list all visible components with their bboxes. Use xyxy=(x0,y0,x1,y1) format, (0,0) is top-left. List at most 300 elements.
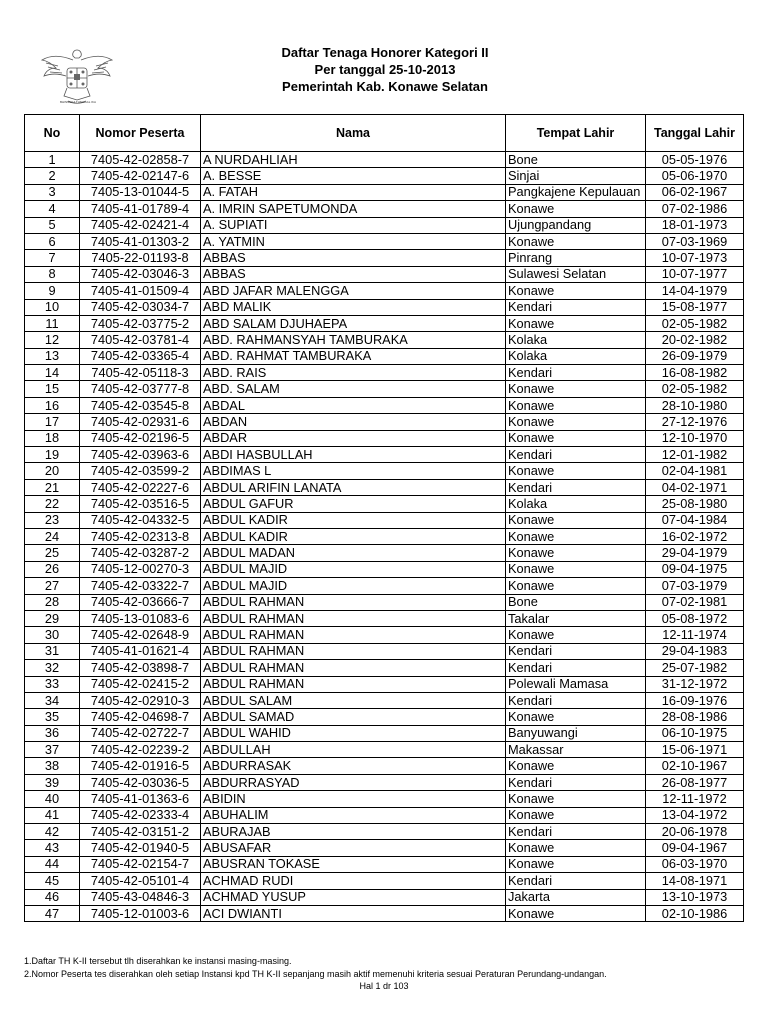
cell-nama: ABDUL RAHMAN xyxy=(201,594,506,610)
cell-no: 27 xyxy=(25,578,80,594)
cell-nomor-peserta: 7405-41-01363-6 xyxy=(80,791,201,807)
cell-no: 26 xyxy=(25,561,80,577)
cell-tempat-lahir: Kendari xyxy=(506,299,646,315)
cell-tanggal-lahir: 12-11-1972 xyxy=(646,791,744,807)
cell-nama: ABDUL RAHMAN xyxy=(201,643,506,659)
cell-no: 8 xyxy=(25,266,80,282)
cell-no: 37 xyxy=(25,742,80,758)
table-row xyxy=(25,791,744,807)
cell-nomor-peserta: 7405-42-03516-5 xyxy=(80,496,201,512)
cell-no: 6 xyxy=(25,233,80,249)
cell-tempat-lahir: Kolaka xyxy=(506,348,646,364)
cell-tempat-lahir: Konawe xyxy=(506,201,646,217)
document-title: Daftar Tenaga Honorer Kategori II xyxy=(281,45,489,60)
cell-no: 46 xyxy=(25,889,80,905)
cell-tempat-lahir: Sinjai xyxy=(506,168,646,184)
cell-nama: ABD. RAHMANSYAH TAMBURAKA xyxy=(201,332,506,348)
cell-tanggal-lahir: 13-10-1973 xyxy=(646,889,744,905)
cell-no: 22 xyxy=(25,496,80,512)
cell-no: 3 xyxy=(25,184,80,200)
document-header xyxy=(160,44,610,95)
cell-tempat-lahir: Kendari xyxy=(506,774,646,790)
cell-tanggal-lahir: 06-10-1975 xyxy=(646,725,744,741)
cell-nomor-peserta: 7405-42-02227-6 xyxy=(80,479,201,495)
cell-nomor-peserta: 7405-42-02147-6 xyxy=(80,168,201,184)
cell-no: 12 xyxy=(25,332,80,348)
cell-nama: ABBAS xyxy=(201,266,506,282)
cell-nama: ABUSRAN TOKASE xyxy=(201,856,506,872)
cell-tempat-lahir: Kendari xyxy=(506,447,646,463)
cell-no: 47 xyxy=(25,905,80,921)
cell-nama: ABDI HASBULLAH xyxy=(201,447,506,463)
cell-nama: ABDUL SALAM xyxy=(201,692,506,708)
cell-nama: ABD SALAM DJUHAEPA xyxy=(201,315,506,331)
cell-tanggal-lahir: 29-04-1983 xyxy=(646,643,744,659)
cell-nama: ABD. RAHMAT TAMBURAKA xyxy=(201,348,506,364)
column-header-nomor-peserta: Nomor Peserta xyxy=(80,115,201,152)
cell-no: 4 xyxy=(25,201,80,217)
cell-tanggal-lahir: 10-07-1977 xyxy=(646,266,744,282)
cell-nomor-peserta: 7405-12-00270-3 xyxy=(80,561,201,577)
cell-nomor-peserta: 7405-41-01303-2 xyxy=(80,233,201,249)
cell-nama: ABDAR xyxy=(201,430,506,446)
table-row xyxy=(25,266,744,282)
cell-tanggal-lahir: 18-01-1973 xyxy=(646,217,744,233)
cell-nomor-peserta: 7405-42-02421-4 xyxy=(80,217,201,233)
cell-nomor-peserta: 7405-42-03036-5 xyxy=(80,774,201,790)
table-row xyxy=(25,578,744,594)
cell-tempat-lahir: Bone xyxy=(506,152,646,168)
cell-tempat-lahir: Konawe xyxy=(506,283,646,299)
cell-no: 17 xyxy=(25,414,80,430)
cell-nomor-peserta: 7405-42-02648-9 xyxy=(80,627,201,643)
cell-nomor-peserta: 7405-42-03777-8 xyxy=(80,381,201,397)
cell-tanggal-lahir: 10-07-1973 xyxy=(646,250,744,266)
cell-nama: ACHMAD RUDI xyxy=(201,873,506,889)
table-row xyxy=(25,856,744,872)
cell-tempat-lahir: Konawe xyxy=(506,397,646,413)
cell-tanggal-lahir: 02-05-1982 xyxy=(646,315,744,331)
cell-no: 16 xyxy=(25,397,80,413)
cell-tanggal-lahir: 02-10-1986 xyxy=(646,905,744,921)
cell-nama: ABD JAFAR MALENGGA xyxy=(201,283,506,299)
cell-tanggal-lahir: 20-06-1978 xyxy=(646,824,744,840)
cell-tempat-lahir: Jakarta xyxy=(506,889,646,905)
cell-tempat-lahir: Konawe xyxy=(506,791,646,807)
garuda-emblem-icon xyxy=(38,46,116,108)
cell-tempat-lahir: Konawe xyxy=(506,233,646,249)
cell-nomor-peserta: 7405-42-02333-4 xyxy=(80,807,201,823)
cell-nama: ABDUL KADIR xyxy=(201,512,506,528)
footer-notes xyxy=(24,955,607,981)
cell-tempat-lahir: Konawe xyxy=(506,512,646,528)
cell-no: 40 xyxy=(25,791,80,807)
cell-nama: ABDUL RAHMAN xyxy=(201,660,506,676)
cell-tanggal-lahir: 12-11-1974 xyxy=(646,627,744,643)
cell-tempat-lahir: Kolaka xyxy=(506,496,646,512)
footer-note-1: 1.Daftar TH K-II tersebut tlh diserahkan ke instansi masing-masing. xyxy=(24,956,292,966)
cell-tanggal-lahir: 29-04-1979 xyxy=(646,545,744,561)
cell-tanggal-lahir: 07-02-1981 xyxy=(646,594,744,610)
table-row xyxy=(25,512,744,528)
cell-tanggal-lahir: 07-02-1986 xyxy=(646,201,744,217)
cell-nama: ABDUL MAJID xyxy=(201,561,506,577)
table-row xyxy=(25,201,744,217)
cell-no: 32 xyxy=(25,660,80,676)
cell-no: 31 xyxy=(25,643,80,659)
table-row xyxy=(25,299,744,315)
cell-nomor-peserta: 7405-42-03365-4 xyxy=(80,348,201,364)
cell-tempat-lahir: Kendari xyxy=(506,873,646,889)
cell-tanggal-lahir: 16-09-1976 xyxy=(646,692,744,708)
cell-tempat-lahir: Kendari xyxy=(506,660,646,676)
cell-nomor-peserta: 7405-42-04698-7 xyxy=(80,709,201,725)
cell-tempat-lahir: Konawe xyxy=(506,627,646,643)
cell-nomor-peserta: 7405-43-04846-3 xyxy=(80,889,201,905)
cell-no: 24 xyxy=(25,528,80,544)
table-row xyxy=(25,184,744,200)
cell-tempat-lahir: Takalar xyxy=(506,610,646,626)
cell-nomor-peserta: 7405-42-02858-7 xyxy=(80,152,201,168)
cell-no: 43 xyxy=(25,840,80,856)
cell-nama: A. IMRIN SAPETUMONDA xyxy=(201,201,506,217)
cell-tanggal-lahir: 05-05-1976 xyxy=(646,152,744,168)
cell-nama: A. SUPIATI xyxy=(201,217,506,233)
cell-tempat-lahir: Kendari xyxy=(506,692,646,708)
cell-tanggal-lahir: 31-12-1972 xyxy=(646,676,744,692)
cell-nama: ABUHALIM xyxy=(201,807,506,823)
cell-no: 9 xyxy=(25,283,80,299)
cell-tanggal-lahir: 15-08-1977 xyxy=(646,299,744,315)
column-header-tempat-lahir: Tempat Lahir xyxy=(506,115,646,152)
cell-tempat-lahir: Kolaka xyxy=(506,332,646,348)
cell-no: 36 xyxy=(25,725,80,741)
table-row xyxy=(25,332,744,348)
table-row xyxy=(25,742,744,758)
cell-nama: ABDAL xyxy=(201,397,506,413)
table-row xyxy=(25,709,744,725)
cell-nama: ABDULLAH xyxy=(201,742,506,758)
cell-nomor-peserta: 7405-12-01003-6 xyxy=(80,905,201,921)
table-row xyxy=(25,250,744,266)
emblem-motto: BHINNEKA TUNGGAL IKA xyxy=(59,101,96,104)
cell-tanggal-lahir: 26-08-1977 xyxy=(646,774,744,790)
cell-no: 14 xyxy=(25,365,80,381)
cell-nama: ABDUL KADIR xyxy=(201,528,506,544)
cell-tanggal-lahir: 07-03-1979 xyxy=(646,578,744,594)
cell-nomor-peserta: 7405-42-02931-6 xyxy=(80,414,201,430)
cell-nomor-peserta: 7405-42-03898-7 xyxy=(80,660,201,676)
cell-no: 38 xyxy=(25,758,80,774)
table-row xyxy=(25,643,744,659)
cell-nomor-peserta: 7405-42-02313-8 xyxy=(80,528,201,544)
cell-nomor-peserta: 7405-42-03046-3 xyxy=(80,266,201,282)
cell-no: 29 xyxy=(25,610,80,626)
cell-nama: ABDAN xyxy=(201,414,506,430)
table-header-row xyxy=(25,115,744,152)
table-row xyxy=(25,774,744,790)
cell-no: 15 xyxy=(25,381,80,397)
cell-tanggal-lahir: 06-02-1967 xyxy=(646,184,744,200)
cell-tempat-lahir: Konawe xyxy=(506,905,646,921)
cell-tempat-lahir: Konawe xyxy=(506,758,646,774)
table-row xyxy=(25,676,744,692)
cell-nama: ABDIMAS L xyxy=(201,463,506,479)
page-number: Hal 1 dr 103 xyxy=(359,981,409,991)
cell-no: 34 xyxy=(25,692,80,708)
cell-tempat-lahir: Makassar xyxy=(506,742,646,758)
cell-tanggal-lahir: 12-01-1982 xyxy=(646,447,744,463)
table-row xyxy=(25,217,744,233)
cell-nama: ABDUL WAHID xyxy=(201,725,506,741)
cell-nama: ABDURRASYAD xyxy=(201,774,506,790)
cell-no: 44 xyxy=(25,856,80,872)
table-row xyxy=(25,283,744,299)
table-row xyxy=(25,594,744,610)
cell-nomor-peserta: 7405-42-02239-2 xyxy=(80,742,201,758)
cell-no: 35 xyxy=(25,709,80,725)
cell-no: 5 xyxy=(25,217,80,233)
cell-no: 30 xyxy=(25,627,80,643)
cell-no: 20 xyxy=(25,463,80,479)
table-row xyxy=(25,824,744,840)
cell-nomor-peserta: 7405-42-02722-7 xyxy=(80,725,201,741)
cell-tempat-lahir: Konawe xyxy=(506,463,646,479)
cell-tanggal-lahir: 14-04-1979 xyxy=(646,283,744,299)
cell-nomor-peserta: 7405-22-01193-8 xyxy=(80,250,201,266)
cell-nama: ABURAJAB xyxy=(201,824,506,840)
cell-tempat-lahir: Konawe xyxy=(506,381,646,397)
cell-tempat-lahir: Pangkajene Kepulauan xyxy=(506,184,646,200)
table-row xyxy=(25,479,744,495)
cell-tanggal-lahir: 25-08-1980 xyxy=(646,496,744,512)
cell-nama: ABIDIN xyxy=(201,791,506,807)
cell-tempat-lahir: Konawe xyxy=(506,807,646,823)
cell-nama: ACHMAD YUSUP xyxy=(201,889,506,905)
cell-nama: ABDUL ARIFIN LANATA xyxy=(201,479,506,495)
cell-no: 18 xyxy=(25,430,80,446)
cell-nomor-peserta: 7405-13-01044-5 xyxy=(80,184,201,200)
document-government: Pemerintah Kab. Konawe Selatan xyxy=(282,79,488,94)
cell-nomor-peserta: 7405-42-05101-4 xyxy=(80,873,201,889)
cell-nomor-peserta: 7405-42-02910-3 xyxy=(80,692,201,708)
cell-nama: ABDUL MADAN xyxy=(201,545,506,561)
cell-tanggal-lahir: 27-12-1976 xyxy=(646,414,744,430)
cell-nomor-peserta: 7405-42-03781-4 xyxy=(80,332,201,348)
table-row xyxy=(25,528,744,544)
cell-tempat-lahir: Pinrang xyxy=(506,250,646,266)
cell-tanggal-lahir: 15-06-1971 xyxy=(646,742,744,758)
table-row xyxy=(25,840,744,856)
table-row xyxy=(25,168,744,184)
cell-tanggal-lahir: 06-03-1970 xyxy=(646,856,744,872)
footer-note-2: 2.Nomor Peserta tes diserahkan oleh setiap Instansi kpd TH K-II sepanjang masih aktif memenuhi kriteria sesuai Peraturan Perundang-undangan. xyxy=(24,969,607,979)
table-row xyxy=(25,725,744,741)
table-body xyxy=(25,152,744,922)
table-row xyxy=(25,414,744,430)
cell-no: 19 xyxy=(25,447,80,463)
cell-tanggal-lahir: 09-04-1967 xyxy=(646,840,744,856)
cell-nomor-peserta: 7405-42-03545-8 xyxy=(80,397,201,413)
table-row xyxy=(25,447,744,463)
cell-tanggal-lahir: 04-02-1971 xyxy=(646,479,744,495)
cell-tempat-lahir: Sulawesi Selatan xyxy=(506,266,646,282)
cell-no: 7 xyxy=(25,250,80,266)
cell-nama: ABD. RAIS xyxy=(201,365,506,381)
cell-tanggal-lahir: 02-05-1982 xyxy=(646,381,744,397)
table-row xyxy=(25,496,744,512)
cell-no: 25 xyxy=(25,545,80,561)
cell-tempat-lahir: Kendari xyxy=(506,643,646,659)
cell-tanggal-lahir: 05-06-1970 xyxy=(646,168,744,184)
cell-tempat-lahir: Kendari xyxy=(506,365,646,381)
cell-nama: ABDUL RAHMAN xyxy=(201,627,506,643)
cell-tempat-lahir: Banyuwangi xyxy=(506,725,646,741)
cell-nomor-peserta: 7405-42-05118-3 xyxy=(80,365,201,381)
cell-tanggal-lahir: 25-07-1982 xyxy=(646,660,744,676)
cell-nomor-peserta: 7405-42-03034-7 xyxy=(80,299,201,315)
table-row xyxy=(25,692,744,708)
cell-nama: ABDURRASAK xyxy=(201,758,506,774)
cell-nama: ABDUL GAFUR xyxy=(201,496,506,512)
cell-tempat-lahir: Ujungpandang xyxy=(506,217,646,233)
cell-nama: ABBAS xyxy=(201,250,506,266)
cell-no: 42 xyxy=(25,824,80,840)
column-header-nama: Nama xyxy=(201,115,506,152)
table-row xyxy=(25,545,744,561)
cell-tanggal-lahir: 12-10-1970 xyxy=(646,430,744,446)
cell-tempat-lahir: Konawe xyxy=(506,856,646,872)
cell-tempat-lahir: Kendari xyxy=(506,479,646,495)
cell-nomor-peserta: 7405-42-03963-6 xyxy=(80,447,201,463)
cell-tempat-lahir: Konawe xyxy=(506,315,646,331)
cell-tempat-lahir: Konawe xyxy=(506,840,646,856)
cell-tanggal-lahir: 07-04-1984 xyxy=(646,512,744,528)
cell-nomor-peserta: 7405-42-03775-2 xyxy=(80,315,201,331)
cell-tanggal-lahir: 09-04-1975 xyxy=(646,561,744,577)
cell-no: 10 xyxy=(25,299,80,315)
cell-no: 41 xyxy=(25,807,80,823)
cell-no: 1 xyxy=(25,152,80,168)
cell-tanggal-lahir: 13-04-1972 xyxy=(646,807,744,823)
cell-nomor-peserta: 7405-41-01509-4 xyxy=(80,283,201,299)
cell-tempat-lahir: Konawe xyxy=(506,561,646,577)
table-row xyxy=(25,627,744,643)
table-row xyxy=(25,233,744,249)
cell-tanggal-lahir: 20-02-1982 xyxy=(646,332,744,348)
cell-tanggal-lahir: 16-08-1982 xyxy=(646,365,744,381)
cell-nomor-peserta: 7405-42-02154-7 xyxy=(80,856,201,872)
cell-no: 23 xyxy=(25,512,80,528)
cell-tempat-lahir: Konawe xyxy=(506,414,646,430)
cell-nama: ABD. SALAM xyxy=(201,381,506,397)
cell-no: 11 xyxy=(25,315,80,331)
table-row xyxy=(25,905,744,921)
cell-tanggal-lahir: 02-04-1981 xyxy=(646,463,744,479)
cell-tanggal-lahir: 28-10-1980 xyxy=(646,397,744,413)
cell-nomor-peserta: 7405-42-01916-5 xyxy=(80,758,201,774)
cell-tempat-lahir: Konawe xyxy=(506,578,646,594)
table-row xyxy=(25,610,744,626)
cell-tempat-lahir: Bone xyxy=(506,594,646,610)
cell-nama: A. YATMIN xyxy=(201,233,506,249)
column-header-no: No xyxy=(25,115,80,152)
cell-tempat-lahir: Konawe xyxy=(506,709,646,725)
table-row xyxy=(25,660,744,676)
cell-nama: ACI DWIANTI xyxy=(201,905,506,921)
cell-no: 28 xyxy=(25,594,80,610)
cell-nama: A. BESSE xyxy=(201,168,506,184)
cell-nama: ABDUL MAJID xyxy=(201,578,506,594)
cell-tanggal-lahir: 28-08-1986 xyxy=(646,709,744,725)
cell-no: 2 xyxy=(25,168,80,184)
cell-tempat-lahir: Konawe xyxy=(506,528,646,544)
cell-nama: ABD MALIK xyxy=(201,299,506,315)
cell-tanggal-lahir: 02-10-1967 xyxy=(646,758,744,774)
cell-nama: A NURDAHLIAH xyxy=(201,152,506,168)
cell-nomor-peserta: 7405-42-02196-5 xyxy=(80,430,201,446)
column-header-tanggal-lahir: Tanggal Lahir xyxy=(646,115,744,152)
cell-nomor-peserta: 7405-41-01789-4 xyxy=(80,201,201,217)
table-row xyxy=(25,889,744,905)
cell-tempat-lahir: Konawe xyxy=(506,545,646,561)
table-row xyxy=(25,315,744,331)
cell-no: 13 xyxy=(25,348,80,364)
cell-nomor-peserta: 7405-42-02415-2 xyxy=(80,676,201,692)
cell-nama: ABUSAFAR xyxy=(201,840,506,856)
cell-nomor-peserta: 7405-42-01940-5 xyxy=(80,840,201,856)
cell-nomor-peserta: 7405-41-01621-4 xyxy=(80,643,201,659)
cell-tanggal-lahir: 14-08-1971 xyxy=(646,873,744,889)
cell-tanggal-lahir: 05-08-1972 xyxy=(646,610,744,626)
table-row xyxy=(25,430,744,446)
cell-tempat-lahir: Konawe xyxy=(506,430,646,446)
cell-tempat-lahir: Polewali Mamasa xyxy=(506,676,646,692)
honorer-table xyxy=(24,114,744,922)
table-row xyxy=(25,152,744,168)
cell-nama: ABDUL RAHMAN xyxy=(201,610,506,626)
table-row xyxy=(25,365,744,381)
cell-nomor-peserta: 7405-42-03322-7 xyxy=(80,578,201,594)
cell-tanggal-lahir: 16-02-1972 xyxy=(646,528,744,544)
table-row xyxy=(25,807,744,823)
cell-no: 39 xyxy=(25,774,80,790)
cell-no: 45 xyxy=(25,873,80,889)
cell-tanggal-lahir: 26-09-1979 xyxy=(646,348,744,364)
cell-nama: ABDUL SAMAD xyxy=(201,709,506,725)
document-date: Per tanggal 25-10-2013 xyxy=(314,62,456,77)
cell-nama: ABDUL RAHMAN xyxy=(201,676,506,692)
table-row xyxy=(25,381,744,397)
cell-tanggal-lahir: 07-03-1969 xyxy=(646,233,744,249)
cell-tempat-lahir: Kendari xyxy=(506,824,646,840)
cell-no: 33 xyxy=(25,676,80,692)
table-row xyxy=(25,873,744,889)
table-row xyxy=(25,561,744,577)
cell-no: 21 xyxy=(25,479,80,495)
cell-nama: A. FATAH xyxy=(201,184,506,200)
cell-nomor-peserta: 7405-42-03287-2 xyxy=(80,545,201,561)
cell-nomor-peserta: 7405-13-01083-6 xyxy=(80,610,201,626)
table-row xyxy=(25,463,744,479)
cell-nomor-peserta: 7405-42-04332-5 xyxy=(80,512,201,528)
cell-nomor-peserta: 7405-42-03151-2 xyxy=(80,824,201,840)
table-row xyxy=(25,758,744,774)
cell-nomor-peserta: 7405-42-03599-2 xyxy=(80,463,201,479)
cell-nomor-peserta: 7405-42-03666-7 xyxy=(80,594,201,610)
table-row xyxy=(25,348,744,364)
table-row xyxy=(25,397,744,413)
